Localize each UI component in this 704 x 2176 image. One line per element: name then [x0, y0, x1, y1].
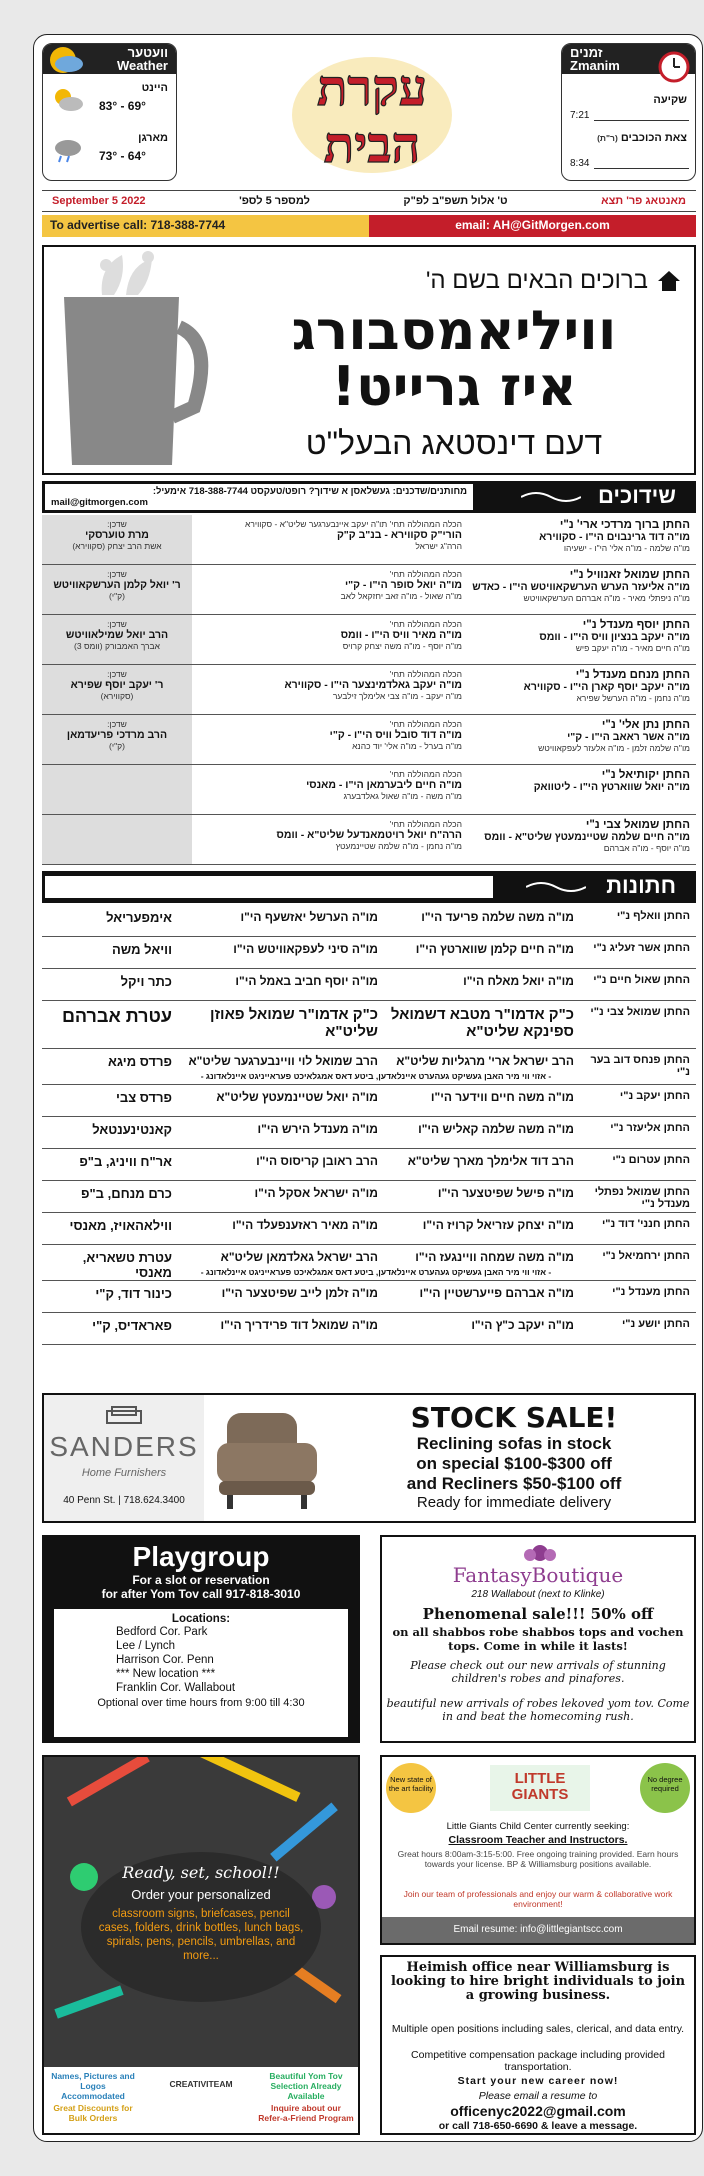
flower-logo-icon: [520, 1541, 560, 1565]
shidduch-row: [42, 615, 696, 665]
tomorrow-temps: 73° - 64°: [99, 149, 146, 163]
chasan-name: החתן יושע נ"י: [621, 1318, 690, 1330]
shadchan-note: (סקווירא): [100, 691, 134, 701]
shadchan-block: [46, 619, 188, 651]
hebrew-date: ט' אלול תשפ"ב לפ"ק: [403, 195, 508, 207]
office-headline: Heimish office near Williamsburg is looking to hire bright individuals to join a growing business.: [390, 1960, 686, 2003]
hall-name: כתר ויקל: [120, 974, 172, 989]
chasan-grandparents: מו"ה שלמה זלמן - מו"ה אלעזר לעפקאוויטש: [538, 743, 690, 753]
ornament-icon: [526, 879, 586, 895]
kallah-label: הכלה המהוללה תחי': [389, 719, 462, 729]
fantasy-address: 218 Wallabout (next to Klinke): [471, 1589, 605, 1600]
hall-name: עטרת אברהם: [61, 1006, 172, 1026]
shidduchim-contact-email[interactable]: mail@gitmorgen.com: [51, 497, 148, 508]
shadchan-note: אשת הרב יצחק (סקווירא): [72, 541, 162, 551]
chasuna-row: [42, 1181, 696, 1213]
playgroup-location: Harrison Cor. Penn: [116, 1654, 214, 1666]
chasan-name: החתן שמואל זאנוויל נ"י: [569, 569, 690, 581]
kallah-parents: מו"ה יוסף חביב באמל הי"ו: [235, 974, 378, 988]
chasuna-row: [42, 969, 696, 1001]
playgroup-location: *** New location ***: [116, 1668, 216, 1680]
shidduch-row: [42, 715, 696, 765]
lg-line4: Join our team of professionals and enjoy our warm & collaborative work environment!: [403, 1889, 673, 1909]
hall-name: עטרת טשאריא, מאנסי: [82, 1250, 172, 1280]
shadchan-name: הרב יואל שמילאוויטש: [65, 629, 169, 641]
kallah-parents: כ"ק אדמו"ר שמואל פאוזן שליט"א: [210, 1006, 378, 1040]
chasan-block: [470, 669, 690, 703]
recliner-image: [209, 1403, 329, 1515]
parsha: מאנטאג פר' תצא: [601, 195, 686, 207]
logo-art: [287, 47, 457, 177]
shadchan-label: שדכן:: [107, 669, 127, 679]
today-temps: 83° - 69°: [99, 99, 146, 113]
shadchan-note: אברך האמבורק (וומס 3): [74, 641, 160, 651]
kallah-block: [202, 719, 462, 751]
tzeis-label: [577, 132, 687, 144]
school-brand: CREATIVITEAM: [169, 2079, 233, 2089]
hall-name: ווילאהאויז, מאנסי: [69, 1218, 172, 1233]
sanders-line2: on special $100-$300 off: [416, 1454, 612, 1473]
playgroup-footer: Optional over time hours from 9:00 till 4:30: [97, 1697, 305, 1709]
alarm-clock-icon: [655, 46, 693, 84]
shidduch-row: [42, 815, 696, 865]
kallah-block: [202, 769, 462, 801]
kallah-parents: מו"ה יואל סופר הי"ו - ק"י: [344, 579, 462, 591]
chasan-parents: מו"ה אברהם פייערשטיין הי"ו: [419, 1286, 574, 1300]
chasan-name: החתן נתן אלי' נ"י: [601, 719, 690, 731]
chasuna-row: [42, 1149, 696, 1181]
chasuna-row: [42, 1117, 696, 1149]
date-bar: [42, 190, 696, 212]
chasuna-row: [42, 937, 696, 969]
shidduchim-title: שידוכים: [597, 483, 676, 508]
chasan-name: החתן יוסף מענדל נ"י: [582, 619, 690, 631]
sanders-ad[interactable]: [42, 1393, 696, 1523]
chasan-name: החתן שמואל צבי נ"י: [585, 819, 690, 831]
chasan-parents: הרב ישראל ארי' מרגליות שליט"א: [396, 1054, 574, 1068]
shadchan-name: מרת טוערסקי: [85, 529, 149, 541]
playgroup-ad[interactable]: [42, 1535, 360, 1743]
zmanim-box: [561, 43, 696, 181]
fantasy-brand: FantasyBoutique: [452, 1563, 624, 1587]
tomorrow-weather: [51, 136, 85, 169]
ornament-icon: [521, 489, 581, 505]
sanders-headline: STOCK SALE!: [410, 1401, 618, 1434]
tzeis-label-text: צאת הכוכבים: [620, 132, 687, 144]
chasan-name: החתן עטרום נ"י: [612, 1154, 690, 1166]
chasan-parents: מו"ה אליעזר הערש הערשקאוויטש הי"ו - כאדש: [472, 581, 690, 593]
lg-email[interactable]: Email resume: info@littlegiantscc.com: [382, 1917, 694, 1943]
shadchan-cell: [42, 815, 192, 864]
chasan-name: החתן חנני' דוד נ"י: [601, 1218, 690, 1230]
hall-name: פרדס צבי: [116, 1090, 172, 1105]
kallah-parents: הרב ראובן קריסוס הי"ו: [256, 1154, 378, 1168]
fantasy-italic2: beautiful new arrivals of robes lekoved yom tov. Come in and beat the homecoming rush.: [386, 1697, 690, 1723]
fantasy-headline: Phenomenal sale!!! 50% off: [422, 1605, 654, 1623]
kallah-grandparents: מו"ה יוסף - מו"ה משה יצחק קרויס: [342, 641, 462, 651]
little-giants-ad[interactable]: [380, 1755, 696, 1945]
school-foot2: Great Discounts for Bulk Orders: [53, 2103, 133, 2123]
chasan-block: [470, 619, 690, 653]
kallah-block: [202, 519, 462, 551]
shadchan-name: ר' יואל קלמן הערשקאוויטש: [53, 579, 181, 591]
kallah-parents: הורי"ק סקווירא - בנ"ב ק"ק: [336, 529, 462, 541]
kallah-label: הכלה המהוללה תחי': [389, 669, 462, 679]
office-email[interactable]: officenyc2022@gmail.com: [450, 2103, 626, 2119]
hall-name: קאנטינענטאל: [92, 1122, 172, 1137]
playgroup-line2: for after Yom Tov call 917-818-3010: [101, 1587, 301, 1601]
chasunos-header: [42, 871, 696, 903]
kallah-parents: מו"ה יעקב גאלדמינצער הי"ו - סקווירא: [284, 679, 462, 691]
kallah-parents: הרב שמואל לוי וויינבערגער שליט"א: [188, 1054, 378, 1068]
logo: [287, 47, 457, 177]
kallah-parents: הרב ישראל גאלדמאן שליט"א: [220, 1250, 378, 1264]
chasuna-row: [42, 1085, 696, 1117]
kallah-label: הכלה המהוללה תחי': [389, 569, 462, 579]
kallah-block: [202, 569, 462, 601]
secular-hebrew: למספר 5 לספ': [239, 195, 310, 207]
fantasy-body: on all shabbos robe shabbos tops and vochen tops. Come in while it lasts!: [392, 1625, 684, 1653]
school-foot3: Beautiful Yom Tov Selection Already Available: [269, 2071, 343, 2101]
school-supplies-ad[interactable]: [42, 1755, 360, 2135]
chasan-name: החתן יקותיאל נ"י: [601, 769, 690, 781]
shidduch-row: [42, 765, 696, 815]
today-label: היינט: [141, 82, 168, 94]
chasunos-title: חתונות: [606, 873, 676, 898]
kiddush-cup-graphic: [44, 247, 214, 473]
chasan-name: החתן שמואל נפתלי מענדל נ"י: [594, 1186, 690, 1210]
school-foot1: Names, Pictures and Logos Accommodated: [51, 2071, 135, 2101]
rain-cloud-icon: [51, 136, 85, 164]
chasan-name: החתן וואלף נ"י: [616, 910, 690, 922]
kallah-parents: מו"ה שמואל דוד פרידריך הי"ו: [220, 1318, 378, 1332]
house-icon: [656, 269, 682, 293]
shkia-label: שקיעה: [653, 94, 687, 106]
chasuna-row: [42, 1001, 696, 1049]
shadchan-cell: [42, 765, 192, 814]
office-line3: Start your new career now!: [457, 2075, 619, 2087]
kallah-block: [202, 669, 462, 701]
school-foot4: Inquire about our Refer-a-Friend Program: [258, 2103, 354, 2123]
shadchan-block: [46, 519, 188, 551]
sofa-icon: [104, 1405, 144, 1427]
tzeis-time: 8:34: [570, 158, 590, 169]
kallah-grandparents: מו"ה משה - מו"ה שאול גאלדבערג: [343, 791, 462, 801]
chasan-name: החתן שמואל צבי נ"י: [590, 1006, 690, 1018]
shidduchim-header: [42, 481, 696, 513]
office-line1: Multiple open positions including sales, clerical, and data entry.: [391, 2023, 685, 2035]
office-line4: Please email a resume to: [478, 2090, 598, 2102]
logo-line2: הבית: [323, 115, 421, 174]
welcome-line3: איז גרייט!: [331, 355, 577, 418]
chasuna-row: [42, 1281, 696, 1313]
shadchan-label: שדכן:: [107, 519, 127, 529]
shadchan-note: (ק"י): [109, 591, 125, 601]
chasuna-row: [42, 1049, 696, 1085]
chasuna-row: [42, 905, 696, 937]
chasan-parents: מו"ה דוד גרינבוים הי"ו - סקווירא: [539, 531, 690, 543]
shadchan-block: [46, 669, 188, 701]
office-line2: Competitive compensation package including provided transportation.: [411, 2049, 665, 2073]
lg-line1: Little Giants Child Center currently seeking:: [446, 1821, 630, 1832]
fantasy-boutique-ad[interactable]: [380, 1535, 696, 1743]
chasan-block: [470, 519, 690, 553]
chasan-name: החתן ירחמיאל נ"י: [602, 1250, 690, 1262]
playgroup-title: Playgroup: [132, 1541, 270, 1572]
kallah-parents: מו"ה מאיר וויס הי"ו - וומס: [340, 629, 462, 641]
weather-title-english: Weather: [116, 58, 168, 73]
sanders-line3: and Recliners $50-$100 off: [406, 1474, 622, 1493]
advertise-phone: To advertise call: 718-388-7744: [42, 215, 369, 237]
zmanim-title-hebrew: זמנים: [570, 45, 603, 60]
sanders-line1: Reclining sofas in stock: [416, 1434, 612, 1453]
hall-name: פרדס מיגא: [107, 1054, 172, 1069]
chasan-parents: מו"ה משה שמחה וויינגעז הי"ו: [415, 1250, 574, 1264]
welcome-line2: וויליאמסבורג: [291, 299, 617, 362]
hall-name: פאראדיס, ק"י: [92, 1318, 172, 1333]
fantasy-italic1: Please check out our new arrivals of stunning children's robes and pinafores.: [410, 1659, 666, 1685]
chasan-grandparents: מו"ה נחמן - מו"ה הערשל שפירא: [576, 693, 690, 703]
kallah-label: הכלה המהוללה תחי': [389, 619, 462, 629]
weather-box: [42, 43, 177, 181]
shadchan-name: ר' יעקב יוסף שפירא: [70, 679, 164, 691]
chasan-parents: מו"ה משה שלמה קאליש הי"ו: [418, 1122, 574, 1136]
chasan-parents: מו"ה חיים קלמן שווארטץ הי"ו: [415, 942, 574, 956]
welcome-line4: דעם דינסטאג הבעל"ט: [305, 425, 603, 461]
chasuna-note: - אזוי ווי מיר האבן געשיקט געהערט איינלאדען, ביטע דאס אמגלאיכט פעראייניגט איינלאדונג -: [200, 1267, 552, 1277]
weather-title-hebrew: וועטער: [127, 45, 168, 60]
chasan-block: [470, 819, 690, 853]
welcome-line1-text: ברוכים הבאים בשם ה': [425, 267, 648, 294]
school-items: classroom signs, briefcases, pencil cases, folders, drink bottles, lunch bags, spirals, pens, pencils, umbrellas, and more...: [98, 1908, 304, 1962]
kallah-parents: מו"ה יואל שטיינמעטץ שליט"א: [216, 1090, 378, 1104]
office-jobs-ad[interactable]: [380, 1955, 696, 2135]
tzeis-line: [594, 168, 689, 169]
chasan-name: החתן יעקב נ"י: [619, 1090, 690, 1102]
chasuna-note: - אזוי ווי מיר האבן געשיקט געהערט איינלאדען, ביטע דאס אמגלאיכט פעראייניגט איינלאדונג -: [200, 1071, 552, 1081]
newspaper-page: [33, 34, 703, 2142]
chasan-grandparents: מו"ה יוסף - מו"ה אברהם: [603, 843, 690, 853]
playgroup-location: Franklin Cor. Wallabout: [116, 1682, 236, 1694]
shadchan-label: שדכן:: [107, 569, 127, 579]
little-giants-brand: LITTLE GIANTS: [490, 1765, 590, 1811]
masthead: [42, 43, 696, 183]
kallah-label: הכלה המהוללה תחי': [389, 769, 462, 779]
shidduch-row: [42, 515, 696, 565]
hall-name: כינור דוד, ק"י: [95, 1286, 172, 1301]
chasunos-header-blank: [44, 875, 494, 899]
date-english: September 5 2022: [52, 195, 146, 207]
chasan-parents: כ"ק אדמו"ר מטבא דשמואל ספינקא שליט"א: [390, 1006, 574, 1040]
chasuna-row: [42, 1213, 696, 1245]
chasan-block: [470, 769, 690, 793]
chasan-parents: מו"ה משה שלמה פריעד הי"ו: [421, 910, 574, 924]
kallah-label: הכלה המהוללה תחי': [389, 819, 462, 829]
chasan-name: החתן אליעזר נ"י: [610, 1122, 690, 1134]
shadchan-name: הרב מרדכי פריעדמאן: [66, 729, 168, 741]
chasan-name: החתן מענדל נ"י: [612, 1286, 690, 1298]
badge-left: New state of the art facility: [386, 1763, 436, 1813]
sanders-line4: Ready for immediate delivery: [416, 1494, 612, 1511]
today-weather: [51, 86, 85, 119]
welcome-line1: [426, 267, 682, 295]
kallah-parents: מו"ה ישראל אסקל הי"ו: [254, 1186, 378, 1200]
welcome-box: [42, 245, 696, 475]
kallah-parents: מו"ה דוד סובל וויס הי"ו - ק"י: [329, 729, 462, 741]
kallah-parents: מו"ה סיני לעפקאוויטש הי"ו: [233, 942, 378, 956]
chasan-grandparents: מו"ה ניפתלי מאיר - מו"ה אברהם הערשקאוויטש: [523, 593, 690, 603]
chasan-name: החתן פנחס דוב בער נ"י: [590, 1054, 690, 1078]
shadchan-block: [46, 569, 188, 601]
shadchan-note: (ק"י): [109, 741, 125, 751]
school-line1: Order your personalized: [131, 1887, 271, 1902]
tomorrow-label: מארגן: [138, 132, 168, 144]
kallah-grandparents: מו"ה נחמן - מו"ה שלמה שטיינמעטץ: [335, 841, 462, 851]
kallah-block: [202, 819, 462, 851]
kallah-parents: מו"ה מאיר ראזענפעלד הי"ו: [232, 1218, 378, 1232]
advertise-email[interactable]: email: AH@GitMorgen.com: [369, 215, 696, 237]
kallah-grandparents: מו"ה שאול - מו"ה זאב יחזקאל לאב: [340, 591, 462, 601]
lg-line2: Classroom Teacher and Instructors.: [448, 1834, 628, 1846]
kallah-grandparents: הרה"ג ישראל: [415, 541, 462, 551]
playgroup-location: Bedford Cor. Park: [116, 1626, 208, 1638]
chasan-parents: מו"ה יעקב יוסף קארן הי"ו - סקווירא: [523, 681, 690, 693]
shkia-time: 7:21: [570, 110, 590, 121]
kallah-parents: מו"ה זלמן לייב שפיטצער הי"ו: [221, 1286, 378, 1300]
chasan-name: החתן שאול חיים נ"י: [593, 974, 690, 986]
playgroup-locations: [54, 1609, 348, 1737]
chasan-name: החתן אשר זעליג נ"י: [593, 942, 690, 954]
school-headline: Ready, set, school!!: [122, 1863, 280, 1882]
chasan-parents: מו"ה חיים שלמה שטיינמעטץ שליט"א - וומס: [484, 831, 690, 843]
chasan-name: החתן מנחם מענדל נ"י: [575, 669, 690, 681]
weather-globe-icon: [45, 44, 89, 76]
partly-cloudy-icon: [51, 86, 85, 114]
badge-right: No degree required: [640, 1763, 690, 1813]
chasan-block: [470, 719, 690, 753]
chasan-block: [470, 569, 690, 603]
office-phone: or call 718-650-6690 & leave a message.: [438, 2120, 638, 2132]
chasan-parents: מו"ה יואל מאלח הי"ו: [463, 974, 574, 988]
kallah-parents: מו"ה הערשל יאזשעף הי"ו: [240, 910, 378, 924]
tzeis-note: (ר"ת): [597, 133, 618, 143]
hall-name: אימפעריאל: [106, 910, 172, 925]
hall-name: אר"ח וויניג, ב"פ: [79, 1154, 172, 1169]
kallah-parents: מו"ה חיים ליבערמאן הי"ו - מאנסי: [306, 779, 462, 791]
kallah-grandparents: מו"ה בערל - מו"ה אלי' יוד כהנא: [352, 741, 462, 751]
sanders-brand: SANDERS: [49, 1431, 199, 1462]
chasan-parents: מו"ה יעקב כ"ץ הי"ו: [471, 1318, 574, 1332]
lg-line3: Great hours 8:00am-3:15-5:00. Free ongoing training provided. Earn hours towards your license. BP & Williamsburg positions available.: [397, 1849, 679, 1869]
playgroup-location-list: [58, 1625, 344, 1695]
playgroup-locations-title: Locations:: [171, 1613, 231, 1625]
sanders-text: [334, 1401, 694, 1511]
zmanim-title-english: Zmanim: [570, 58, 620, 73]
chasan-grandparents: מו"ה חיים מאיר - מו"ה יעקב פיש: [575, 643, 690, 653]
chasuna-row: [42, 1313, 696, 1345]
chasan-parents: מו"ה פישל שפיטצער הי"ו: [437, 1186, 574, 1200]
sanders-sub: Home Furnishers: [81, 1467, 167, 1479]
hall-name: כרם מנחם, ב"פ: [81, 1186, 172, 1201]
kallah-parents: מו"ה מענדל הירש הי"ו: [257, 1122, 378, 1136]
shadchan-label: שדכן:: [107, 619, 127, 629]
kallah-block: [202, 619, 462, 651]
sanders-address: 40 Penn St. | 718.624.3400: [63, 1495, 185, 1506]
sanders-brand-panel: [44, 1395, 204, 1521]
shidduchim-contact: [44, 483, 474, 511]
shidduch-row: [42, 665, 696, 715]
chasan-parents: מו"ה אשר ראאב הי"ו - ק"י: [567, 731, 690, 743]
shidduch-row: [42, 565, 696, 615]
hall-name: וויאל משה: [112, 942, 172, 957]
shadchan-block: [46, 719, 188, 751]
kallah-parents: הרה"ח יואל רויטמאנדעל שליט"א - וומס: [276, 829, 462, 841]
logo-line1: עקרת: [316, 58, 428, 117]
shidduchim-contact-line: מחותנים/שדכנים: געשלאסן א שידוך? רופט/טעקסט 718-388-7744 אימעיל:: [152, 486, 467, 497]
chasuna-row: [42, 1245, 696, 1281]
chasan-parents: מו"ה יעקב בנציון וויס הי"ו - וומס: [539, 631, 690, 643]
chasan-parents: מו"ה משה חיים ווידער הי"ו: [430, 1090, 574, 1104]
shadchan-label: שדכן:: [107, 719, 127, 729]
playgroup-location: Lee / Lynch: [116, 1640, 176, 1652]
advertise-bar: [42, 215, 696, 237]
kallah-label: הכלה המהוללה תחי' תו"ה יעקב איינבערגער שליט"א - סקווירא: [245, 519, 462, 529]
chasan-grandparents: מו"ה שלמה - מו"ה אלי' הי"ו - ישעיהו: [563, 543, 690, 553]
chasan-parents: מו"ה יצחק עזריאל קרויז הי"ו: [422, 1218, 574, 1232]
chasan-name: החתן ברוך מרדכי ארי' נ"י: [559, 519, 690, 531]
chasan-parents: הרב דוד אלימלך מארך שליט"א: [407, 1154, 574, 1168]
chasan-parents: מו"ה יואל שווארטץ הי"ו - ליטוואק: [533, 781, 690, 793]
shkia-line: [594, 120, 689, 121]
playgroup-line1: For a slot or reservation: [132, 1573, 270, 1587]
kallah-grandparents: מו"ה יעקב - מו"ה צבי אלימלך זילבער: [332, 691, 462, 701]
